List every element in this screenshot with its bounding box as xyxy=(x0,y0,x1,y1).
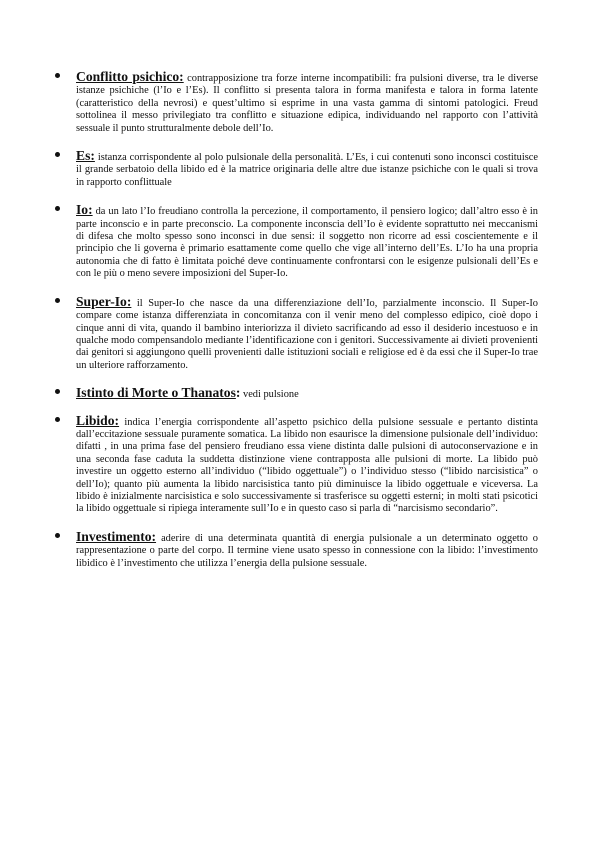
term-heading: Es: xyxy=(76,148,95,164)
bullet-icon xyxy=(55,533,60,538)
term-heading: Istinto di Morte o Thanatos xyxy=(76,385,236,401)
term-definition: da un lato l’Io freudiano controlla la percezione, il comportamento, il pensiero logico; dall’altro esso è in parte inconscio e in parte preconscio. La componente inconscia dell’Io è evidente soprattutto nei meccanismi di difesa che molto spesso sono inconsci in due sensi: il soggetto non ricorre ad essi coscientemente e il principio che li governa è primario esattamente come quello che vige all’interno dell’Es. L’Io ha una propria autonomia che di fatto è limitata poiché deve continuamente confrontarsi con le esigenze pulsionali dell’Es e con le più o meno severe imposizioni del Super-Io. xyxy=(76,206,538,280)
term-heading: Libido: xyxy=(76,412,120,428)
glossary-list xyxy=(76,71,538,585)
term-heading: Io: xyxy=(76,202,93,218)
term-definition: il Super-Io che nasce da una differenziazione dell’Io, parzialmente inconscio. Il Super-Io compare come istanza differenziata in concomitanza con il venir meno del complesso edipico, cioè dopo i cinque anni di vita, quando il bambino interiorizza il divieto sacrificando ad esso il desiderio incestuoso e in qualche modo compensandolo mediante l’identificazione con i genitori. Successivamente ai divieti provenienti dai genitori si aggiungono quelli provenienti dalle istituzioni sociali e religiose ed è da essi che il Super-Io trae un ulteriore rafforzamento. xyxy=(76,297,538,371)
term-definition: contrapposizione tra forze interne incompatibili: fra pulsioni diverse, tra le diverse istanze psichiche (l’Io e l’Es). Il conflitto si presenta talora in forma manifesta e talora in forma latente (caratteristico della nevrosi) e quest’ultimo si esprime in una vasta gamma di sintomi patologici. Freud sottolinea il messo privilegiato tra conflitto e situazione edipica, individuando nel rapporto con l’attività sessuale il punto strutturalmente debole dell’Io. xyxy=(76,73,539,134)
glossary-entry-super-io xyxy=(76,293,538,372)
glossary-entry-istinto-di-morte xyxy=(76,387,538,401)
term-definition: vedi pulsione xyxy=(240,389,299,401)
bullet-icon xyxy=(55,73,60,78)
glossary-entry-io xyxy=(76,204,538,280)
glossary-entry-libido xyxy=(76,412,538,516)
term-heading: Super-Io: xyxy=(76,293,132,309)
bullet-icon xyxy=(55,389,60,394)
glossary-entry-investimento xyxy=(76,528,538,570)
glossary-entry-es xyxy=(76,150,538,189)
term-heading: Conflitto psichico: xyxy=(76,69,184,84)
term-definition: istanza corrispondente al polo pulsionale della personalità. L’Es, i cui contenuti sono inconsci costituisce il grande serbatoio della libido ed è la matrice originaria delle altre due istanze psichiche con le quali si trova in rapporto conflittuale xyxy=(76,152,538,188)
term-definition: aderire di una determinata quantità di energia pulsionale a un determinato oggetto o rappresentazione o parte del corpo. Il termine viene usato spesso in connessione con la libido: l’investimento libidico è l’investimento che utilizza l’energia della pulsione sessuale. xyxy=(76,532,538,569)
bullet-icon xyxy=(55,417,60,422)
glossary-entry-conflitto-psichico xyxy=(76,71,538,135)
term-definition: indica l’energia corrispondente all’aspetto psichico della pulsione sessuale e pertanto distinta dall’eccitazione sessuale puramente somatica. La libido non esaurisce la dimensione pulsionale dell’individuo: difatti , in una prima fase del pensiero freudiano essa viene distinta dalle pulsioni di autoconservazione e in una seconda fase caduta la suddetta distinzione viene contrapposta alle pulsioni di morte. La libido può investire un oggetto esterno all’individuo (“libido oggettuale”) o l’individuo stesso (“libido narcisistica” o dell’Io); quanto più aumenta la libido narcisistica tanto più diminuisce la libido oggettuale e viceversa. La libido è inizialmente narcisistica e solo successivamente si trasferisce su oggetti esterni; in molti stati psicotici la libido oggettuale si ripiega interamente sull’Io e in questo caso si parla di “narcisismo secondario”. xyxy=(76,416,538,515)
term-colon: : xyxy=(235,385,241,401)
bullet-icon xyxy=(55,298,60,303)
bullet-icon xyxy=(55,152,60,157)
bullet-icon xyxy=(55,206,60,211)
term-heading: Investimento: xyxy=(76,528,157,544)
